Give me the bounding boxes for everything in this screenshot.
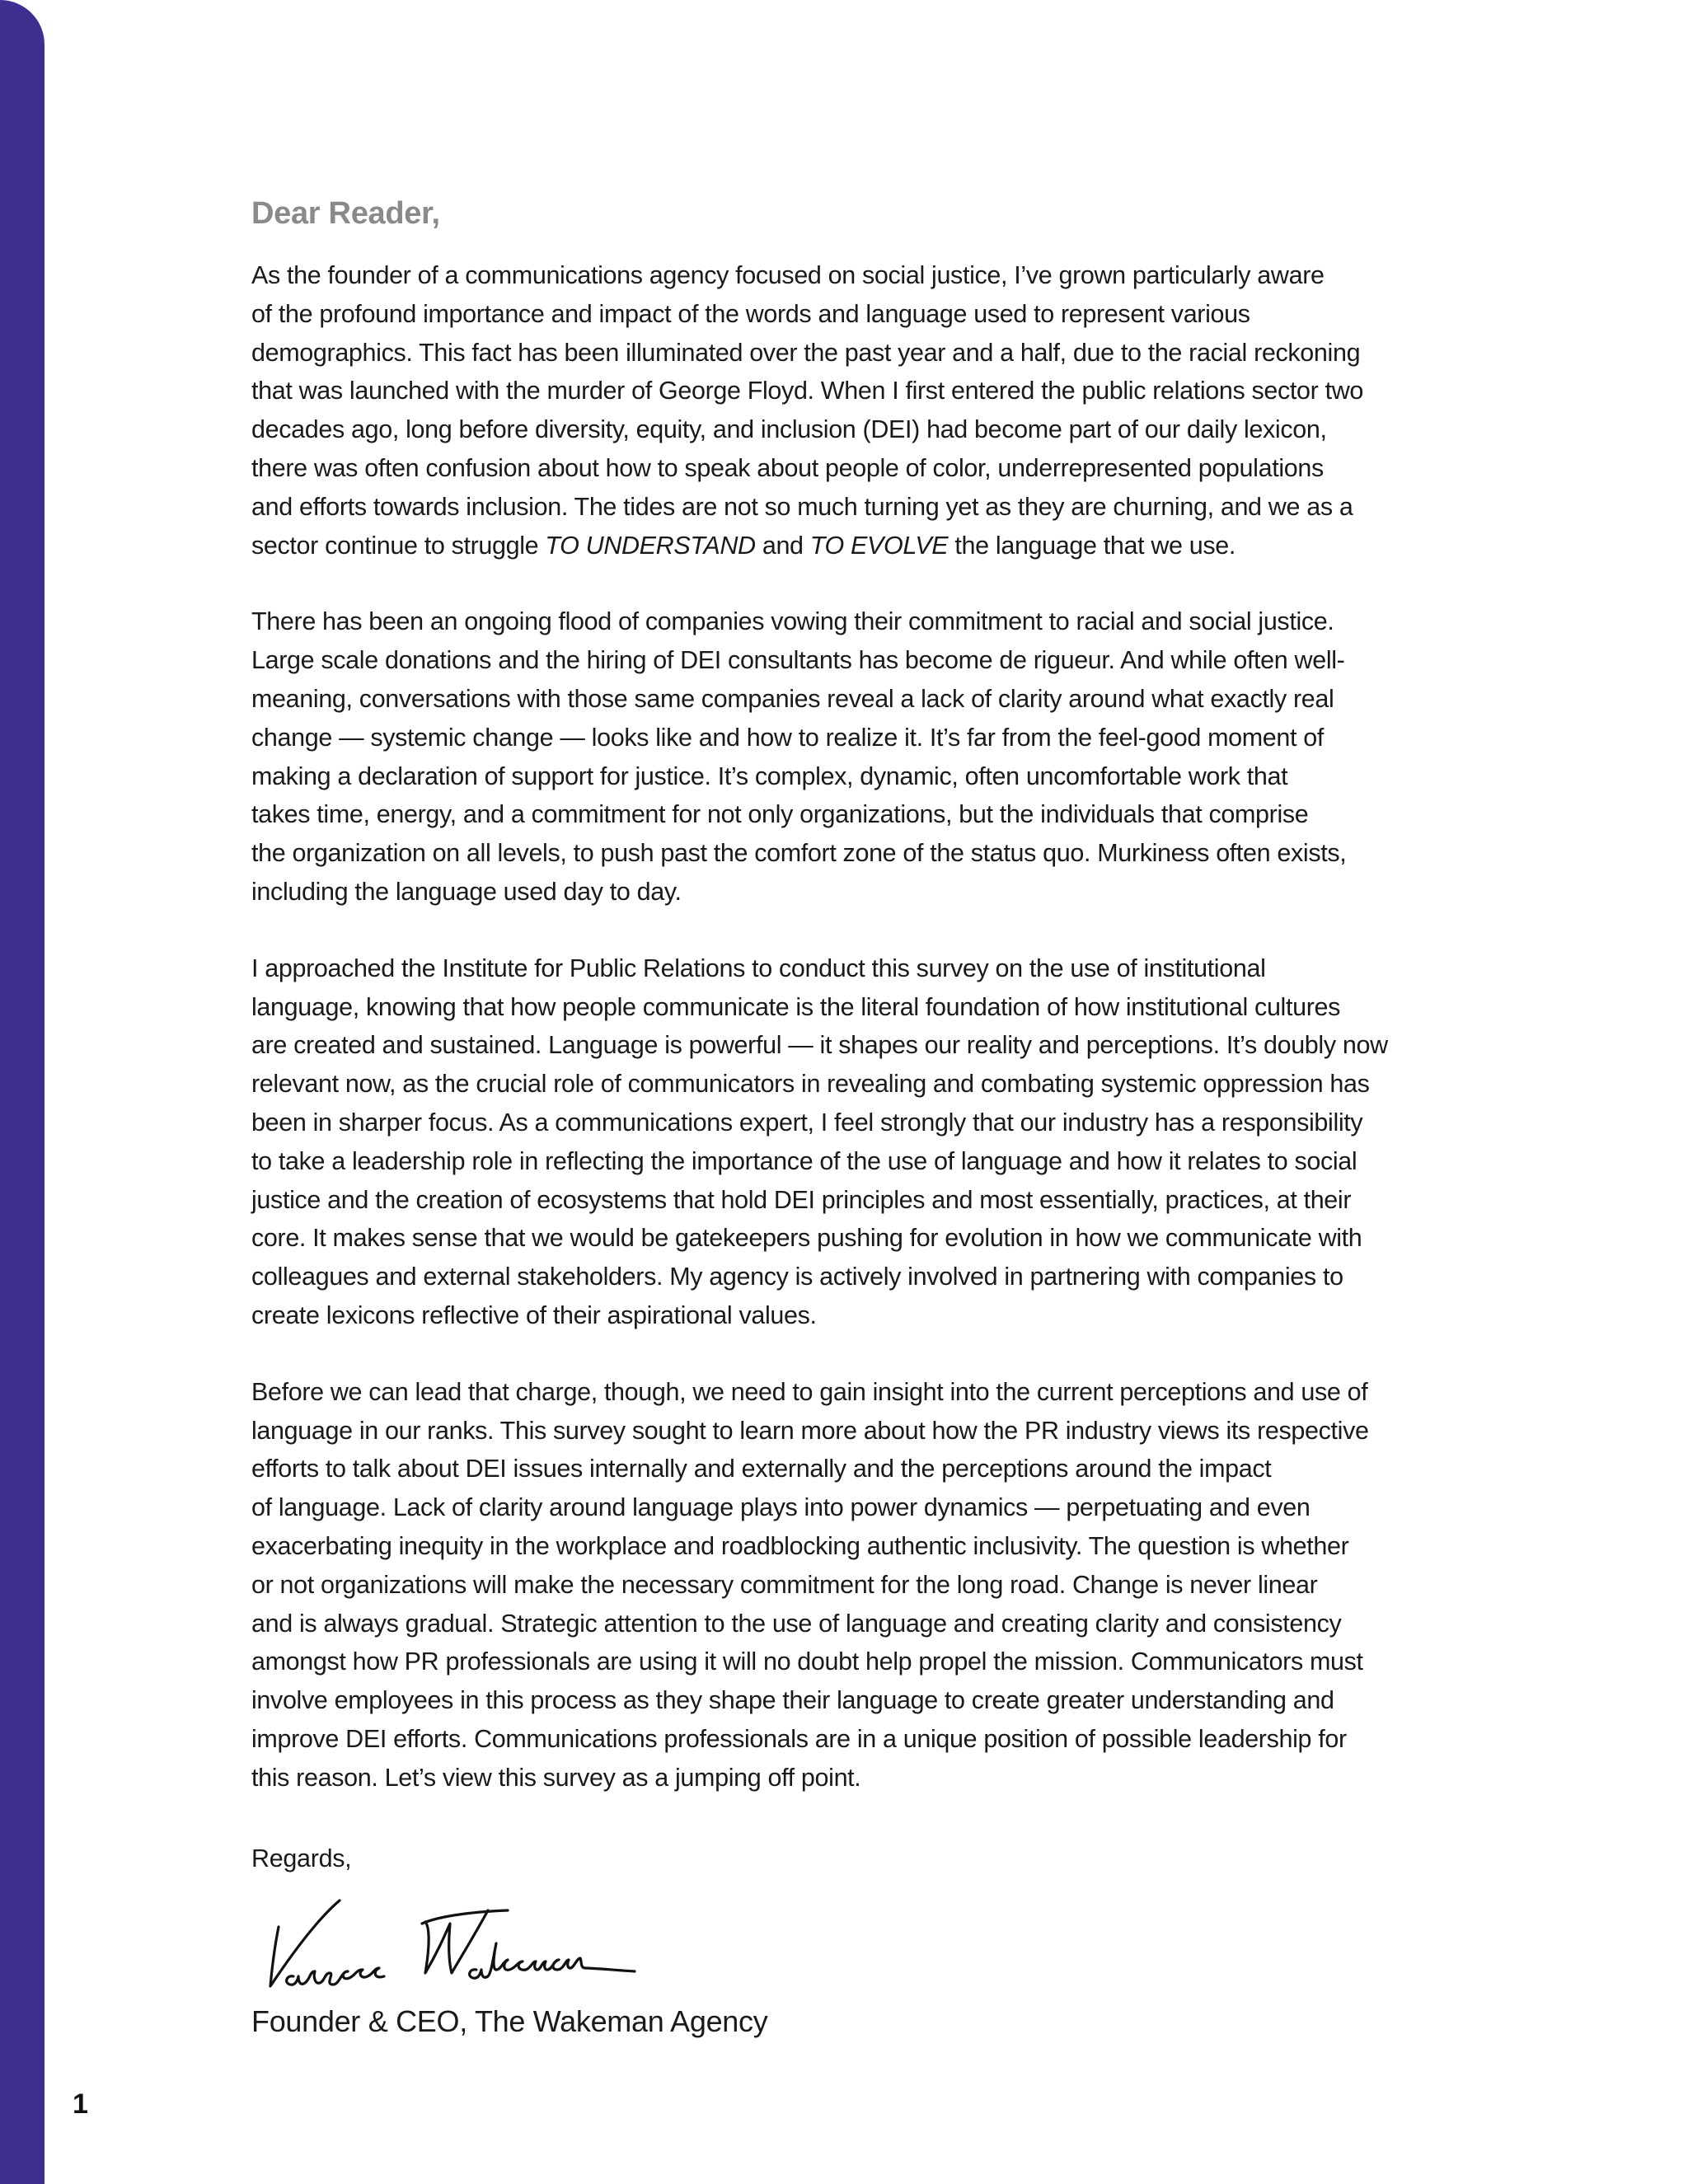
paragraph-line: meaning, conversations with those same companies reveal a lack of clarity around what exactly real — [251, 684, 1334, 713]
paragraph-line: exacerbating inequity in the workplace and roadblocking authentic inclusivity. The question is whether — [251, 1531, 1349, 1560]
side-accent-bar — [0, 0, 45, 2184]
paragraph-line: There has been an ongoing flood of companies vowing their commitment to racial and social justice. — [251, 607, 1334, 636]
paragraph-line: of language. Lack of clarity around language plays into power dynamics — perpetuating and even — [251, 1493, 1311, 1522]
paragraph-line — [251, 527, 1438, 565]
paragraph-line: decades ago, long before diversity, equity, and inclusion (DEI) had become part of our daily lexicon, — [251, 415, 1327, 444]
paragraph-line: Before we can lead that charge, though, we need to gain insight into the current perceptions and use of — [251, 1377, 1368, 1406]
paragraph-3 — [251, 949, 1438, 1335]
paragraph-line: this reason. Let’s view this survey as a jumping off point. — [251, 1763, 861, 1792]
paragraph-line: and is always gradual. Strategic attention to the use of language and creating clarity and consistency — [251, 1609, 1342, 1638]
text-run: sector continue to struggle — [251, 531, 546, 560]
text-run: and — [755, 531, 810, 560]
paragraph-line: colleagues and external stakeholders. My agency is actively involved in partnering with companies to — [251, 1263, 1343, 1291]
paragraph-line: that was launched with the murder of George Floyd. When I first entered the public relations sector two — [251, 377, 1364, 405]
paragraph-line: relevant now, as the crucial role of communicators in revealing and combating systemic oppression has — [251, 1070, 1370, 1099]
closing: Regards, — [251, 1844, 352, 1873]
paragraph-line: create lexicons reflective of their aspirational values. — [251, 1301, 817, 1329]
text-run: the language that we use. — [948, 531, 1236, 560]
paragraph-line: there was often confusion about how to speak about people of color, underrepresented populations — [251, 453, 1324, 482]
paragraph-line: change — systemic change — looks like and how to realize it. It’s far from the feel-good moment of — [251, 723, 1324, 752]
paragraph-line: language in our ranks. This survey sought to learn more about how the PR industry views its respective — [251, 1416, 1369, 1445]
paragraph-line: are created and sustained. Language is powerful — it shapes our reality and perceptions. It’s doubly now — [251, 1031, 1388, 1060]
paragraph-line: language, knowing that how people communicate is the literal foundation of how institutional cultures — [251, 992, 1341, 1021]
paragraph-line: justice and the creation of ecosystems that hold DEI principles and most essentially, practices, at their — [251, 1185, 1352, 1214]
paragraph-line: takes time, energy, and a commitment for not only organizations, but the individuals that comprise — [251, 800, 1309, 829]
paragraph-line: core. It makes sense that we would be gatekeepers pushing for evolution in how we communicate with — [251, 1224, 1362, 1253]
paragraph-line: Large scale donations and the hiring of DEI consultants has become de rigueur. And while often well- — [251, 646, 1345, 675]
paragraph-line: to take a leadership role in reflecting the importance of the use of language and how it relates to social — [251, 1146, 1357, 1175]
paragraph-line: efforts to talk about DEI issues internally and externally and the perceptions around the impact — [251, 1455, 1272, 1483]
emphasis-evolve: TO EVOLVE — [809, 531, 949, 560]
paragraph-1 — [251, 256, 1438, 565]
emphasis-understand: TO UNDERSTAND — [545, 531, 756, 560]
page-number: 1 — [73, 2088, 88, 2120]
paragraph-line: amongst how PR professionals are using it will no doubt help propel the mission. Communicators must — [251, 1647, 1363, 1676]
paragraph-line: As the founder of a communications agency focused on social justice, I’ve grown particularly aware — [251, 261, 1325, 289]
paragraph-line: been in sharper focus. As a communications expert, I feel strongly that our industry has a responsibility — [251, 1108, 1363, 1137]
paragraph-line: or not organizations will make the necessary commitment for the long road. Change is never linear — [251, 1570, 1318, 1599]
salutation: Dear Reader, — [251, 196, 440, 231]
paragraph-line: and efforts towards inclusion. The tides are not so much turning yet as they are churning, and we as a — [251, 492, 1353, 521]
paragraph-line: of the profound importance and impact of the words and language used to represent various — [251, 299, 1250, 328]
paragraph-2 — [251, 602, 1438, 911]
signer-title: Founder & CEO, The Wakeman Agency — [251, 2004, 768, 2038]
paragraph-4 — [251, 1373, 1438, 1797]
letter-body — [251, 196, 1438, 1877]
paragraph-line: the organization on all levels, to push past the comfort zone of the status quo. Murkiness often exists, — [251, 839, 1347, 868]
paragraph-line: improve DEI efforts. Communications professionals are in a unique position of possible leadership for — [251, 1724, 1347, 1753]
paragraph-line: involve employees in this process as they shape their language to create greater understanding and — [251, 1686, 1334, 1715]
paragraph-line: making a declaration of support for justice. It’s complex, dynamic, often uncomfortable work that — [251, 762, 1288, 790]
paragraph-line: I approached the Institute for Public Relations to conduct this survey on the use of institutional — [251, 954, 1266, 982]
paragraph-line: including the language used day to day. — [251, 877, 682, 906]
signature-image — [260, 1894, 689, 2001]
paragraph-line: demographics. This fact has been illuminated over the past year and a half, due to the racial reckoning — [251, 338, 1361, 367]
